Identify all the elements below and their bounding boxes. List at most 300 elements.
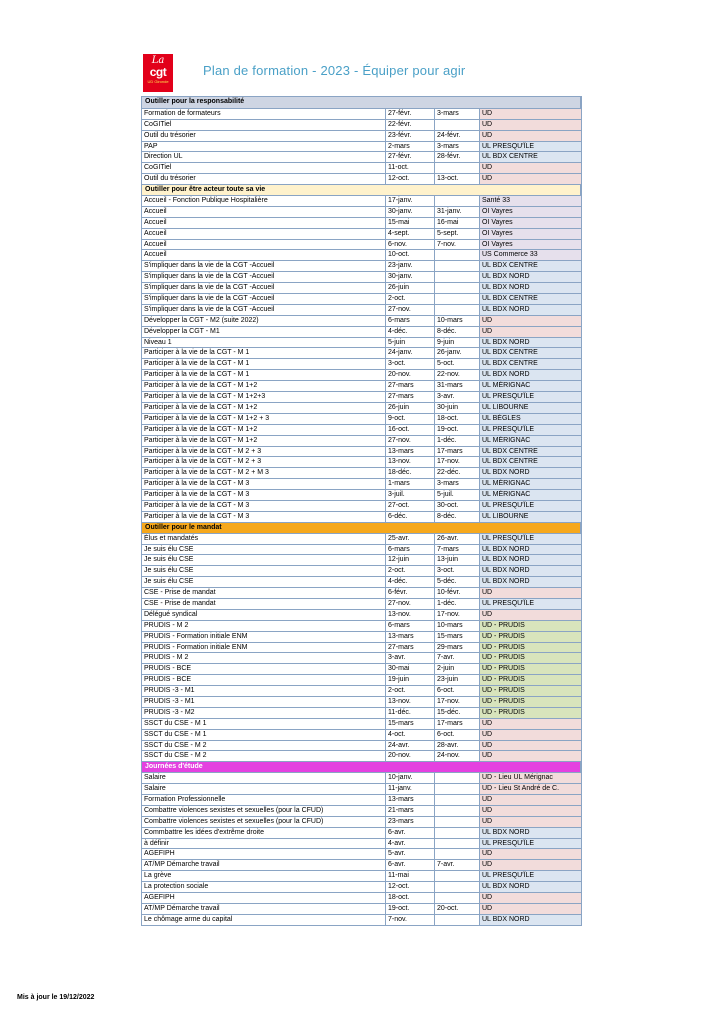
table-row [142,239,581,250]
table-row [142,892,581,903]
start-date-cell: 4-oct. [386,730,435,740]
logo-subtitle: UD Gironde [147,79,169,84]
start-date-cell: 2-mars [386,142,435,152]
start-date-cell: 21-mars [386,806,435,816]
course-name-cell: Je suis élu CSE [142,566,386,576]
organizer-cell: UD [480,893,581,903]
table-row [142,217,581,228]
end-date-cell: 5-sept. [435,229,480,239]
start-date-cell: 4-déc. [386,577,435,587]
organizer-cell: UL BDX NORD [480,915,581,925]
course-name-cell: SSCT du CSE - M 1 [142,730,386,740]
end-date-cell: 10-mars [435,621,480,631]
course-name-cell: à définir [142,839,386,849]
start-date-cell: 3-oct. [386,359,435,369]
table-row [142,674,581,685]
organizer-cell: UD [480,610,581,620]
table-row [142,685,581,696]
end-date-cell [435,261,480,271]
end-date-cell: 30-oct. [435,501,480,511]
course-name-cell: Participer à la vie de la CGT - M 3 [142,479,386,489]
organizer-cell: UD [480,904,581,914]
table-row [142,772,581,783]
end-date-cell: 2-juin [435,664,480,674]
end-date-cell: 7-nov. [435,240,480,250]
course-name-cell: Participer à la vie de la CGT - M 1 [142,370,386,380]
table-row [142,228,581,239]
table-row [142,544,581,555]
end-date-cell: 1-déc. [435,599,480,609]
organizer-cell: UL BDX NORD [480,555,581,565]
table-row [142,859,581,870]
organizer-cell: UL BÈGLES [480,414,581,424]
end-date-cell: 3-mars [435,109,480,119]
section-header [142,761,581,772]
end-date-cell: 6-oct. [435,730,480,740]
end-date-cell [435,893,480,903]
end-date-cell: 23-juin [435,675,480,685]
table-row [142,881,581,892]
table-row [142,326,581,337]
table-row [142,870,581,881]
start-date-cell: 6-déc. [386,512,435,522]
end-date-cell: 20-oct. [435,904,480,914]
organizer-cell: UD - PRUDIS [480,697,581,707]
course-name-cell: La grève [142,871,386,881]
organizer-cell: UD [480,588,581,598]
course-name-cell: Outil du trésorier [142,131,386,141]
end-date-cell: 1-déc. [435,436,480,446]
table-row [142,554,581,565]
end-date-cell [435,795,480,805]
start-date-cell: 11-janv. [386,784,435,794]
end-date-cell: 6-oct. [435,686,480,696]
organizer-cell: UD - Lieu St André de C. [480,784,581,794]
start-date-cell: 6-avr. [386,828,435,838]
end-date-cell: 17-mars [435,719,480,729]
organizer-cell: UL PRESQU'ÎLE [480,534,581,544]
start-date-cell: 3-juil. [386,490,435,500]
table-row [142,467,581,478]
start-date-cell: 18-déc. [386,468,435,478]
logo-cgt-text: cgt [149,65,167,79]
start-date-cell: 27-févr. [386,152,435,162]
organizer-cell: UD [480,327,581,337]
start-date-cell: 11-oct. [386,163,435,173]
table-row [142,642,581,653]
organizer-cell: UD - PRUDIS [480,686,581,696]
table-row [142,380,581,391]
course-name-cell: PRUDIS -3 - M1 [142,697,386,707]
course-name-cell: AT/MP Démarche travail [142,904,386,914]
course-name-cell: PRUDIS - Formation initiale ENM [142,643,386,653]
organizer-cell: UL BDX NORD [480,370,581,380]
course-name-cell: Salaire [142,784,386,794]
start-date-cell: 27-mars [386,643,435,653]
course-name-cell: PRUDIS - M 2 [142,653,386,663]
end-date-cell: 7-avr. [435,860,480,870]
table-row [142,402,581,413]
table-row [142,315,581,326]
start-date-cell: 13-nov. [386,610,435,620]
end-date-cell [435,250,480,260]
course-name-cell: PRUDIS - BCE [142,664,386,674]
course-name-cell: Formation Professionnelle [142,795,386,805]
start-date-cell: 1-mars [386,479,435,489]
table-row [142,108,581,119]
table-row [142,783,581,794]
organizer-cell: UD [480,109,581,119]
end-date-cell: 8-déc. [435,512,480,522]
table-row [142,162,581,173]
organizer-cell: UL BDX NORD [480,468,581,478]
course-name-cell: PRUDIS - M 2 [142,621,386,631]
organizer-cell: UD [480,860,581,870]
course-name-cell: Niveau 1 [142,338,386,348]
table-row [142,304,581,315]
table-row [142,435,581,446]
organizer-cell: UL BDX CENTRE [480,359,581,369]
start-date-cell: 5-avr. [386,849,435,859]
start-date-cell: 13-mars [386,795,435,805]
table-row [142,206,581,217]
table-row [142,511,581,522]
table-row [142,565,581,576]
course-name-cell: PRUDIS - BCE [142,675,386,685]
start-date-cell: 24-janv. [386,348,435,358]
end-date-cell: 15-déc. [435,708,480,718]
start-date-cell: 7-nov. [386,915,435,925]
organizer-cell: UD [480,120,581,130]
start-date-cell: 4-avr. [386,839,435,849]
course-name-cell: Je suis élu CSE [142,577,386,587]
organizer-cell: UD - PRUDIS [480,653,581,663]
course-name-cell: Participer à la vie de la CGT - M 1+2+3 [142,392,386,402]
organizer-cell: UL MÉRIGNAC [480,490,581,500]
end-date-cell [435,196,480,206]
table-row [142,282,581,293]
start-date-cell: 6-mars [386,545,435,555]
start-date-cell: 3-avr. [386,653,435,663]
end-date-cell: 9-juin [435,338,480,348]
course-name-cell: S'impliquer dans la vie de la CGT -Accueil [142,272,386,282]
end-date-cell [435,915,480,925]
end-date-cell [435,828,480,838]
end-date-cell: 17-nov. [435,610,480,620]
table-row [142,652,581,663]
course-name-cell: S'impliquer dans la vie de la CGT -Accueil [142,261,386,271]
end-date-cell: 3-mars [435,479,480,489]
start-date-cell: 10-oct. [386,250,435,260]
start-date-cell: 27-nov. [386,305,435,315]
organizer-cell: UL BDX CENTRE [480,457,581,467]
table-row [142,446,581,457]
end-date-cell: 10-mars [435,316,480,326]
table-row [142,620,581,631]
start-date-cell: 4-sept. [386,229,435,239]
section-header [142,184,581,195]
course-name-cell: SSCT du CSE - M 2 [142,741,386,751]
start-date-cell: 12-oct. [386,174,435,184]
organizer-cell: UD - PRUDIS [480,708,581,718]
table-row [142,663,581,674]
course-name-cell: CoGITiel [142,120,386,130]
table-row [142,424,581,435]
start-date-cell: 23-janv. [386,261,435,271]
start-date-cell: 27-févr. [386,109,435,119]
organizer-cell: UL LIBOURNE [480,403,581,413]
end-date-cell [435,871,480,881]
course-name-cell: Accueil [142,240,386,250]
course-name-cell: Participer à la vie de la CGT - M 1+2 [142,425,386,435]
course-name-cell: Participer à la vie de la CGT - M 1+2 [142,436,386,446]
organizer-cell: UL PRESQU'ÎLE [480,839,581,849]
start-date-cell: 12-juin [386,555,435,565]
start-date-cell: 2-oct. [386,566,435,576]
table-row [142,576,581,587]
start-date-cell: 6-févr. [386,588,435,598]
table-row [142,827,581,838]
organizer-cell: UD - Lieu UL Mérignac [480,773,581,783]
organizer-cell: UD - PRUDIS [480,675,581,685]
table-row [142,838,581,849]
organizer-cell: OI Vayres [480,240,581,250]
start-date-cell: 5-juin [386,338,435,348]
organizer-cell: Santé 33 [480,196,581,206]
table-row [142,903,581,914]
organizer-cell: UL BDX NORD [480,882,581,892]
start-date-cell: 13-nov. [386,457,435,467]
course-name-cell: Participer à la vie de la CGT - M 1+2 [142,381,386,391]
organizer-cell: UD [480,751,581,761]
course-name-cell: CoGITiel [142,163,386,173]
training-schedule-table [141,96,582,926]
organizer-cell: UD [480,795,581,805]
organizer-cell: UD [480,719,581,729]
course-name-cell: Participer à la vie de la CGT - M 1+2 [142,403,386,413]
end-date-cell: 8-déc. [435,327,480,337]
organizer-cell: UL PRESQU'ÎLE [480,871,581,881]
end-date-cell [435,163,480,173]
organizer-cell: UL BDX CENTRE [480,348,581,358]
organizer-cell: UL BDX NORD [480,272,581,282]
end-date-cell [435,283,480,293]
end-date-cell: 3-mars [435,142,480,152]
course-name-cell: S'impliquer dans la vie de la CGT -Accueil [142,283,386,293]
end-date-cell: 22-nov. [435,370,480,380]
organizer-cell: UD [480,163,581,173]
start-date-cell: 27-mars [386,392,435,402]
organizer-cell: UD - PRUDIS [480,621,581,631]
organizer-cell: UD [480,817,581,827]
course-name-cell: Accueil [142,250,386,260]
course-name-cell: Développer la CGT - M2 (suite 2022) [142,316,386,326]
end-date-cell: 3-avr. [435,392,480,402]
end-date-cell: 17-nov. [435,457,480,467]
start-date-cell: 15-mai [386,218,435,228]
table-row [142,456,581,467]
course-name-cell: Le chômage arme du capital [142,915,386,925]
start-date-cell: 12-oct. [386,882,435,892]
organizer-cell: UD [480,316,581,326]
start-date-cell: 27-nov. [386,599,435,609]
course-name-cell: Participer à la vie de la CGT - M 2 + M 3 [142,468,386,478]
course-name-cell: PRUDIS -3 - M2 [142,708,386,718]
course-name-cell: Participer à la vie de la CGT - M 2 + 3 [142,447,386,457]
start-date-cell: 20-nov. [386,370,435,380]
course-name-cell: Je suis élu CSE [142,555,386,565]
start-date-cell: 18-oct. [386,893,435,903]
end-date-cell [435,784,480,794]
course-name-cell: PAP [142,142,386,152]
course-name-cell: Participer à la vie de la CGT - M 1 [142,359,386,369]
course-name-cell: SSCT du CSE - M 1 [142,719,386,729]
end-date-cell: 18-oct. [435,414,480,424]
start-date-cell: 20-nov. [386,751,435,761]
course-name-cell: AT/MP Démarche travail [142,860,386,870]
table-row [142,489,581,500]
course-name-cell: Salaire [142,773,386,783]
start-date-cell: 27-mars [386,381,435,391]
organizer-cell: UL BDX CENTRE [480,294,581,304]
organizer-cell: OI Vayres [480,218,581,228]
table-row [142,750,581,761]
table-row [142,598,581,609]
end-date-cell: 5-oct. [435,359,480,369]
course-name-cell: Développer la CGT - M1 [142,327,386,337]
organizer-cell: UL BDX NORD [480,577,581,587]
start-date-cell: 10-janv. [386,773,435,783]
organizer-cell: OI Vayres [480,207,581,217]
organizer-cell: UL PRESQU'ÎLE [480,599,581,609]
organizer-cell: UL BDX CENTRE [480,261,581,271]
end-date-cell: 7-avr. [435,653,480,663]
end-date-cell: 19-oct. [435,425,480,435]
organizer-cell: UD [480,131,581,141]
table-row [142,195,581,206]
course-name-cell: AGEFIPH [142,893,386,903]
end-date-cell: 24-févr. [435,131,480,141]
course-name-cell: Je suis élu CSE [142,545,386,555]
start-date-cell: 6-mars [386,621,435,631]
start-date-cell: 9-oct. [386,414,435,424]
start-date-cell: 19-juin [386,675,435,685]
course-name-cell: Participer à la vie de la CGT - M 3 [142,512,386,522]
organizer-cell: UL BDX CENTRE [480,447,581,457]
end-date-cell: 30-juin [435,403,480,413]
table-row [142,848,581,859]
organizer-cell: UL PRESQU'ÎLE [480,425,581,435]
organizer-cell: UL BDX NORD [480,338,581,348]
section-header [142,97,581,108]
logo-la-text: La [151,55,165,66]
table-row [142,696,581,707]
course-name-cell: Participer à la vie de la CGT - M 1 [142,348,386,358]
organizer-cell: UD - PRUDIS [480,643,581,653]
start-date-cell: 30-mai [386,664,435,674]
course-name-cell: Délégué syndical [142,610,386,620]
end-date-cell [435,272,480,282]
table-row [142,794,581,805]
start-date-cell: 6-mars [386,316,435,326]
organizer-cell: UL BDX NORD [480,283,581,293]
course-name-cell: Participer à la vie de la CGT - M 3 [142,501,386,511]
end-date-cell [435,294,480,304]
organizer-cell: OI Vayres [480,229,581,239]
course-name-cell: S'impliquer dans la vie de la CGT -Accueil [142,305,386,315]
course-name-cell: Outil du trésorier [142,174,386,184]
organizer-cell: UD [480,849,581,859]
organizer-cell: UD [480,730,581,740]
organizer-cell: UL MÉRIGNAC [480,479,581,489]
table-row [142,260,581,271]
section-title: Journées d'étude [142,762,581,772]
organizer-cell: UL BDX NORD [480,305,581,315]
table-row [142,914,581,925]
end-date-cell: 26-janv. [435,348,480,358]
start-date-cell: 13-mars [386,632,435,642]
end-date-cell: 5-déc. [435,577,480,587]
table-row [142,358,581,369]
end-date-cell: 10-févr. [435,588,480,598]
start-date-cell: 26-juin [386,283,435,293]
start-date-cell: 11-déc. [386,708,435,718]
organizer-cell: UL MÉRIGNAC [480,381,581,391]
start-date-cell: 2-oct. [386,294,435,304]
end-date-cell: 28-févr. [435,152,480,162]
organizer-cell: UL PRESQU'ÎLE [480,392,581,402]
organizer-cell: UD - PRUDIS [480,632,581,642]
end-date-cell: 13-oct. [435,174,480,184]
course-name-cell: Combattre violences sexistes et sexuelles (pour la CFUD) [142,806,386,816]
table-row [142,141,581,152]
end-date-cell: 16-mai [435,218,480,228]
start-date-cell: 6-avr. [386,860,435,870]
course-name-cell: Participer à la vie de la CGT - M 2 + 3 [142,457,386,467]
end-date-cell: 28-avr. [435,741,480,751]
start-date-cell: 4-déc. [386,327,435,337]
end-date-cell [435,773,480,783]
table-row [142,271,581,282]
end-date-cell: 3-oct. [435,566,480,576]
table-row [142,337,581,348]
end-date-cell [435,839,480,849]
table-row [142,718,581,729]
table-row [142,609,581,620]
course-name-cell: PRUDIS -3 - M1 [142,686,386,696]
start-date-cell: 17-janv. [386,196,435,206]
course-name-cell: Accueil [142,218,386,228]
course-name-cell: La protection sociale [142,882,386,892]
end-date-cell [435,305,480,315]
update-date: Mis à jour le 19/12/2022 [17,994,95,1001]
start-date-cell: 23-févr. [386,131,435,141]
table-row [142,729,581,740]
section-title: Outiller pour le mandat [142,523,581,533]
table-row [142,413,581,424]
course-name-cell: Direction UL [142,152,386,162]
start-date-cell: 23-mars [386,817,435,827]
end-date-cell: 15-mars [435,632,480,642]
table-row [142,587,581,598]
course-name-cell: AGEFIPH [142,849,386,859]
course-name-cell: Commbattre les idées d'extrême droite [142,828,386,838]
table-row [142,119,581,130]
organizer-cell: UL BDX NORD [480,566,581,576]
end-date-cell: 26-avr. [435,534,480,544]
table-row [142,707,581,718]
course-name-cell: Participer à la vie de la CGT - M 1+2 + 3 [142,414,386,424]
